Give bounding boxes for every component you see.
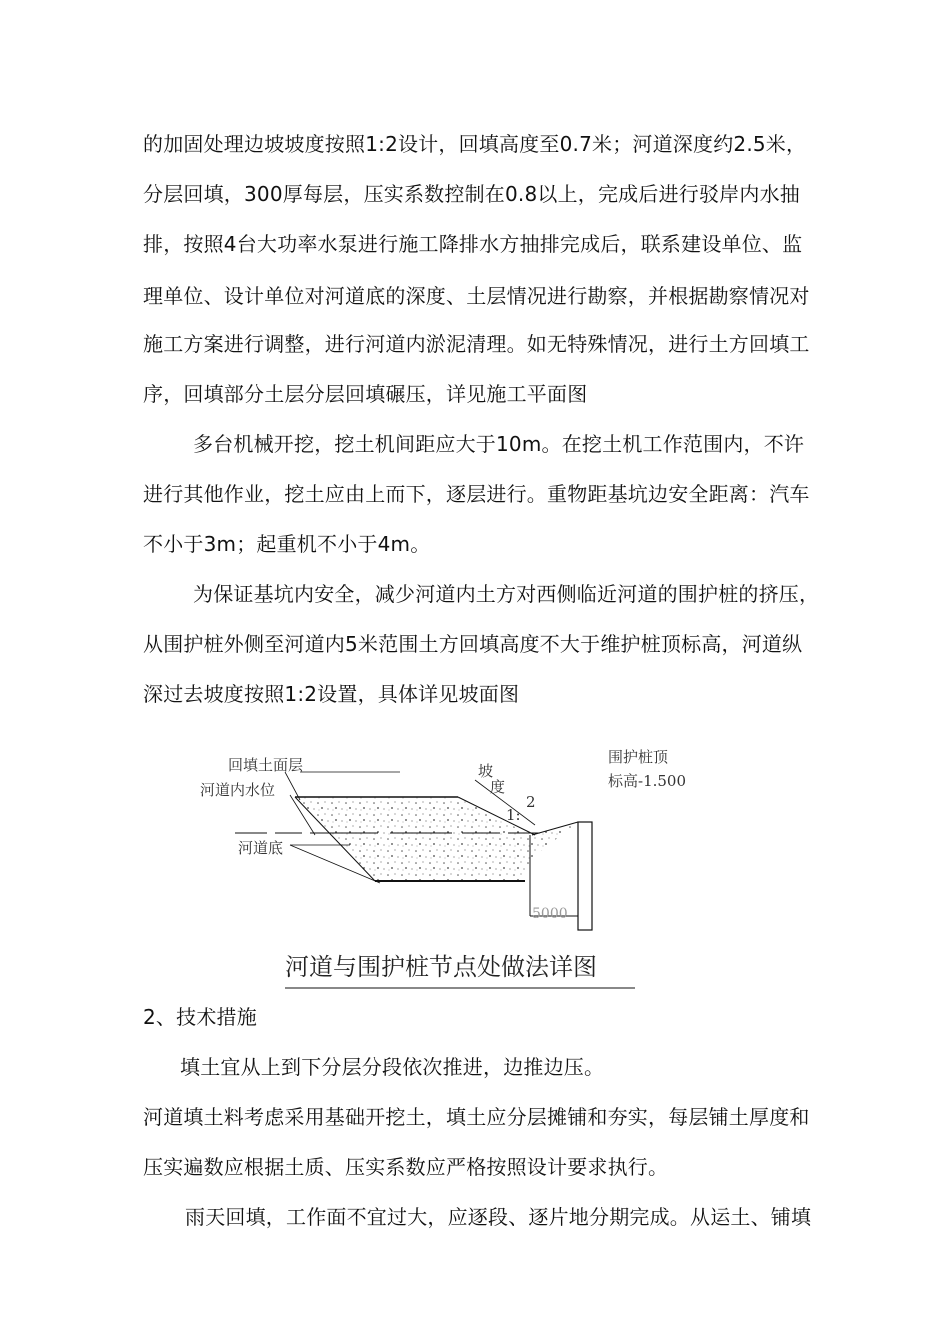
backfill-area — [295, 797, 578, 881]
paragraph-line: 的加固处理边坡坡度按照1:2设计，回填高度至0.7米；河道深度约2.5米， — [143, 132, 807, 156]
paragraph-line: 理单位、设计单位对河道底的深度、土层情况进行勘察，并根据勘察情况对 — [143, 284, 810, 308]
label-elevation: 标高-1.500 — [608, 772, 687, 790]
paragraph-line: 雨天回填，工作面不宜过大，应逐段、逐片地分期完成。从运土、铺填 — [185, 1205, 812, 1229]
label-slope-1: 坡 — [478, 762, 494, 780]
retaining-pile — [578, 822, 592, 930]
figure-title: 河道与围护桩节点处做法详图 — [285, 953, 597, 981]
paragraph-line: 填土宜从上到下分层分段依次推进，边推边压。 — [180, 1055, 605, 1079]
label-pile-top: 围护桩顶 — [608, 748, 669, 766]
paragraph-line: 压实遍数应根据土质、压实系数应严格按照设计要求执行。 — [143, 1155, 669, 1179]
paragraph-line: 深过去坡度按照1:2设置，具体详见坡面图 — [143, 682, 520, 706]
paragraph-line: 分层回填，300厚每层，压实系数控制在0.8以上，完成后进行驳岸内水抽 — [143, 182, 800, 206]
label-slope-2: 度 — [490, 778, 506, 796]
paragraph-line: 进行其他作业，挖土应由上而下，逐层进行。重物距基坑边安全距离：汽车 — [143, 482, 810, 506]
section-heading: 2、技术措施 — [143, 1005, 257, 1029]
paragraph-line: 不小于3m；起重机不小于4m。 — [143, 532, 431, 556]
paragraph-line: 序，回填部分土层分层回填碾压，详见施工平面图 — [143, 382, 588, 406]
label-backfill-surface: 回填土面层 — [228, 756, 304, 774]
paragraph-line: 为保证基坑内安全，减少河道内土方对西侧临近河道的围护桩的挤压， — [193, 582, 820, 606]
dimension-label: 5000 — [532, 906, 568, 922]
label-water-level: 河道内水位 — [200, 781, 276, 799]
paragraph-line: 河道填土料考虑采用基础开挖土，填土应分层摊铺和夯实，每层铺土厚度和 — [143, 1105, 810, 1129]
section-diagram — [190, 740, 720, 1000]
label-river-bottom: 河道底 — [238, 839, 284, 857]
paragraph-line: 施工方案进行调整，进行河道内淤泥清理。如无特殊情况，进行土方回填工 — [143, 332, 810, 356]
paragraph-line: 排，按照4台大功率水泵进行施工降排水方抽排完成后，联系建设单位、监 — [143, 232, 803, 256]
label-slope-3: 1: — [506, 806, 521, 824]
paragraph-line: 多台机械开挖，挖土机间距应大于10m。在挖土机工作范围内，不许 — [193, 432, 805, 456]
leader-backfill-surface — [285, 772, 300, 800]
label-slope-4: 2 — [526, 793, 536, 811]
paragraph-line: 从围护桩外侧至河道内5米范围土方回填高度不大于维护桩顶标高，河道纵 — [143, 632, 803, 656]
